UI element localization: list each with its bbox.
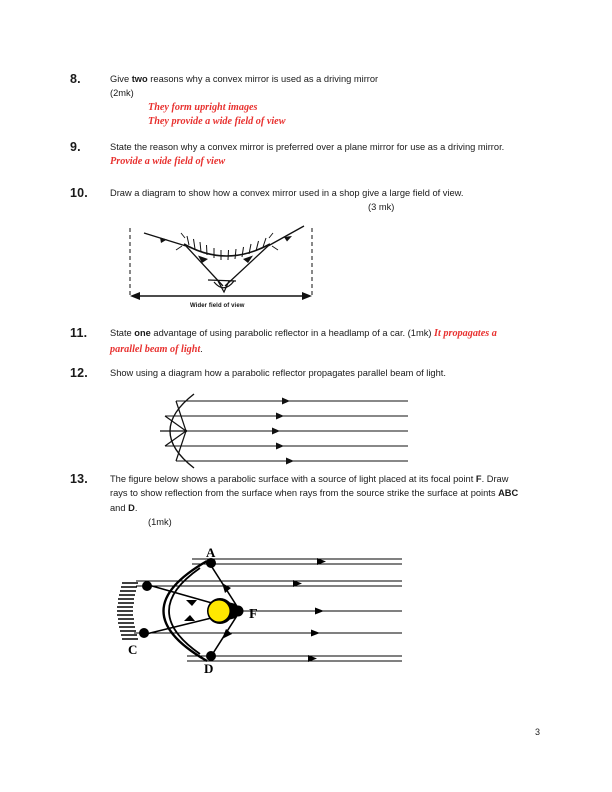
question-10-number: 10. <box>70 186 88 200</box>
question-8-text: Give two reasons why a convex mirror is used as a driving mirror <box>110 74 379 84</box>
question-13-line3a: surface at points <box>427 488 499 499</box>
answer-line: They provide a wide field of view <box>148 115 286 127</box>
arrowhead-width-left <box>130 292 140 300</box>
question-11-bold: one <box>134 328 151 338</box>
question-11-body <box>110 326 530 358</box>
question-10-marks: (3 mk) <box>368 202 395 213</box>
question-13-body <box>110 472 522 530</box>
question-9 <box>70 140 540 170</box>
question-8 <box>70 72 540 128</box>
bulb-base <box>233 606 244 617</box>
answer-line: They form upright images <box>148 101 258 113</box>
question-11-answer-tail: . <box>200 343 203 354</box>
question-10-text: Draw a diagram to show how a convex mirror used in a shop give a large field of view. <box>110 188 464 198</box>
page-number: 3 <box>534 727 540 737</box>
question-12-number: 12. <box>70 366 88 380</box>
label-c: C <box>128 642 138 657</box>
incident-ray-right <box>268 226 304 246</box>
question-11-number: 11. <box>70 326 88 340</box>
question-13-line2: . Draw rays to show reflection from the surface when rays from the source strike the <box>110 474 509 499</box>
question-13-line1: The figure below shows a parabolic surface with a source of light placed at its focal point <box>110 474 474 484</box>
reflected-beam-a <box>192 559 402 564</box>
parallel-rays <box>160 401 408 461</box>
label-a: A <box>206 545 216 560</box>
question-11 <box>70 326 540 358</box>
reflector-hatching <box>117 583 138 639</box>
parabolic-simple-svg <box>158 392 428 470</box>
question-13-marks: (1mk) <box>148 517 172 528</box>
arrowhead-width-right <box>302 292 312 300</box>
figure-parabolic-reflector-simple <box>158 392 428 470</box>
label-f: F <box>249 607 258 622</box>
question-13-line3c: . <box>134 502 138 513</box>
question-10 <box>70 186 540 215</box>
question-13-bold-d: D <box>128 502 135 513</box>
question-8-answers <box>148 101 378 129</box>
question-8-number: 8. <box>70 72 81 86</box>
reflected-beam-d <box>187 656 402 661</box>
question-13-bold-abc: ABC <box>498 488 519 499</box>
question-12 <box>70 366 540 380</box>
convex-mirror-svg <box>126 224 326 306</box>
question-13-line3b: and <box>110 502 129 513</box>
question-9-text: State the reason why a convex mirror is preferred over a plane mirror for use as a driving mirror. <box>110 142 505 152</box>
question-8-marks: (2mk) <box>110 88 134 99</box>
question-12-body: Show using a diagram how a parabolic reflector propagates parallel beam of light. <box>110 368 446 378</box>
figure-convex-mirror-shop <box>126 224 326 306</box>
question-8-body <box>110 72 378 128</box>
arrowhead-reflected-left <box>198 256 208 264</box>
parabolic-labeled-svg <box>112 545 412 676</box>
question-9-answer: Provide a wide field of view <box>110 156 226 168</box>
figure-parabolic-reflector-labeled <box>112 545 412 676</box>
question-9-number: 9. <box>70 140 81 154</box>
figure-10-caption: Wider field of view <box>190 303 245 309</box>
question-11-text-b: advantage of using parabolic reflector in a headlamp of a car. (1mk) <box>150 328 432 338</box>
reflected-beam-arrowheads <box>293 558 326 662</box>
question-13 <box>70 472 540 530</box>
question-11-answer: It propagates a parallel beam of light <box>110 328 497 355</box>
reflector-outer-curve <box>164 561 208 661</box>
question-9-body <box>110 140 528 170</box>
question-11-text-a: State <box>110 328 135 338</box>
question-10-body <box>110 186 530 215</box>
question-13-bold-f: F <box>475 474 482 484</box>
bulb-glass <box>209 601 230 622</box>
label-d: D <box>204 661 214 676</box>
observer-eye <box>208 280 236 292</box>
reflected-ray-right <box>225 246 268 286</box>
question-13-number: 13. <box>70 472 88 486</box>
